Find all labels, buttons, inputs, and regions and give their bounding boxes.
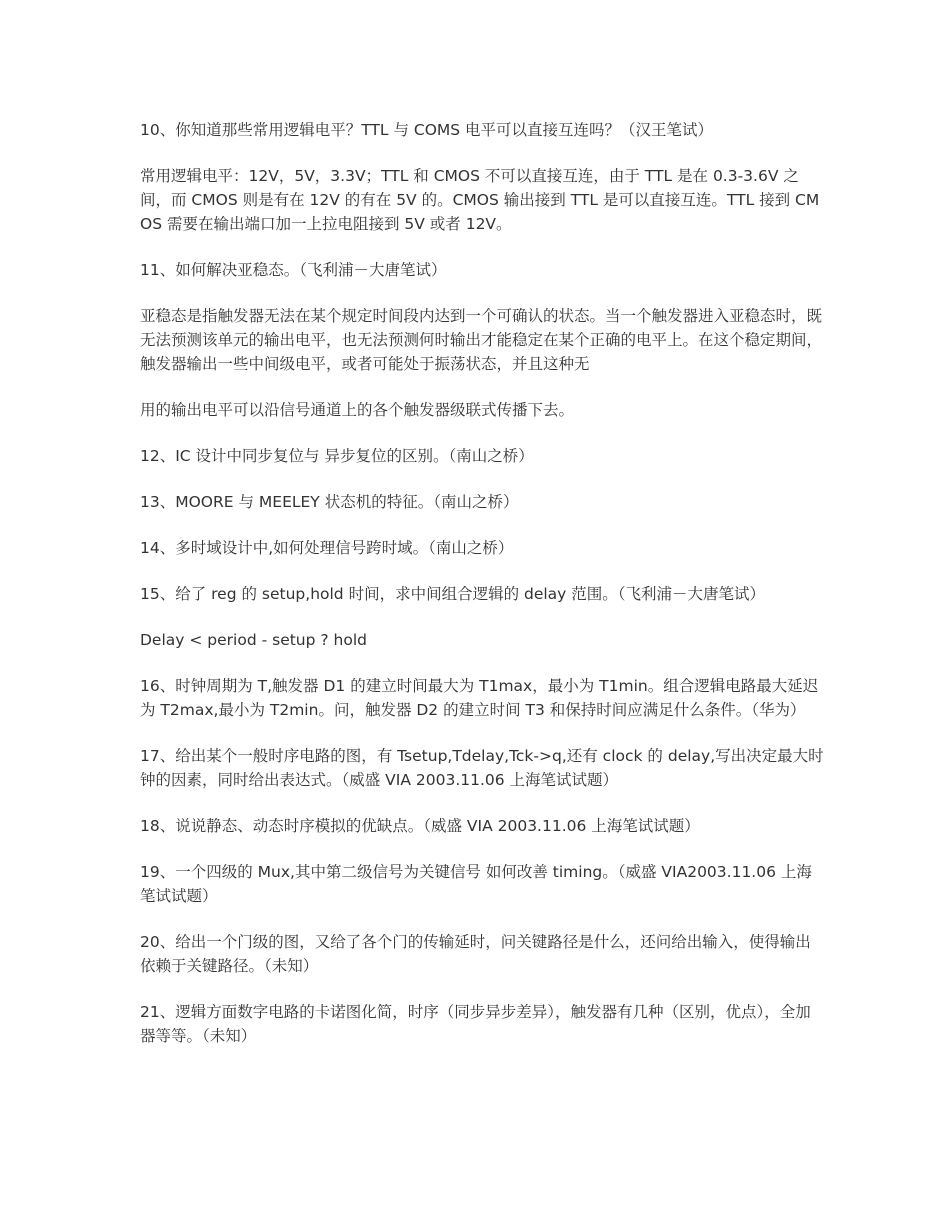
document-page [140,118,825,1070]
question-20: 20、给出一个门级的图，又给了各个门的传输延时，问关键路径是什么，还问给出输入，使得输出依赖于关键路径。（未知） [140,933,811,975]
question-11: 11、如何解决亚稳态。（飞利浦－大唐笔试） [140,261,447,279]
answer-15: Delay < period - setup ? hold [140,631,367,649]
question-15: 15、给了 reg 的 setup,hold 时间，求中间组合逻辑的 delay 范围。（飞利浦－大唐笔试） [140,585,766,603]
question-21: 21、逻辑方面数字电路的卡诺图化简，时序（同步异步差异），触发器有几种（区别，优点），全加器等等。（未知） [140,1003,811,1045]
question-12: 12、IC 设计中同步复位与 异步复位的区别。（南山之桥） [140,447,534,465]
answer-11-part-2: 用的输出电平可以沿信号通道上的各个触发器级联式传播下去。 [140,401,575,419]
question-16: 16、时钟周期为 T,触发器 D1 的建立时间最大为 T1max，最小为 T1min。组合逻辑电路最大延迟为 T2max,最小为 T2min。问，触发器 D2 的建立时间 T3 和保持时间应满足什么条件。（华为） [140,677,819,719]
question-19: 19、一个四级的 Mux,其中第二级信号为关键信号 如何改善 timing。（威盛 VIA2003.11.06 上海笔试试题） [140,863,812,905]
question-18: 18、说说静态、动态时序模拟的优缺点。（威盛 VIA 2003.11.06 上海笔试试题） [140,817,700,835]
answer-11-part-1: 亚稳态是指触发器无法在某个规定时间段内达到一个可确认的状态。当一个触发器进入亚稳态时，既无法预测该单元的输出电平，也无法预测何时输出才能稳定在某个正确的电平上。在这个稳定期间，触发器输出一些中间级电平，或者可能处于振荡状态，并且这种无 [140,307,823,373]
question-14: 14、多时域设计中,如何处理信号跨时域。（南山之桥） [140,539,514,557]
question-13: 13、MOORE 与 MEELEY 状态机的特征。（南山之桥） [140,493,519,511]
question-10: 10、你知道那些常用逻辑电平？TTL 与 COMS 电平可以直接互连吗？（汉王笔试） [140,121,714,139]
answer-10: 常用逻辑电平：12V，5V，3.3V；TTL 和 CMOS 不可以直接互连，由于 TTL 是在 0.3-3.6V 之间，而 CMOS 则是有在 12V 的有在 5V 的。CMOS 输出接到 TTL 是可以直接互连。TTL 接到 CMOS 需要在输出端口加一上拉电阻接到 5V 或者 12V。 [140,167,820,233]
question-17: 17、给出某个一般时序电路的图，有 Tsetup,Tdelay,Tck->q,还有 clock 的 delay,写出决定最大时钟的因素，同时给出表达式。（威盛 VIA 2003.11.06 上海笔试试题） [140,747,824,789]
